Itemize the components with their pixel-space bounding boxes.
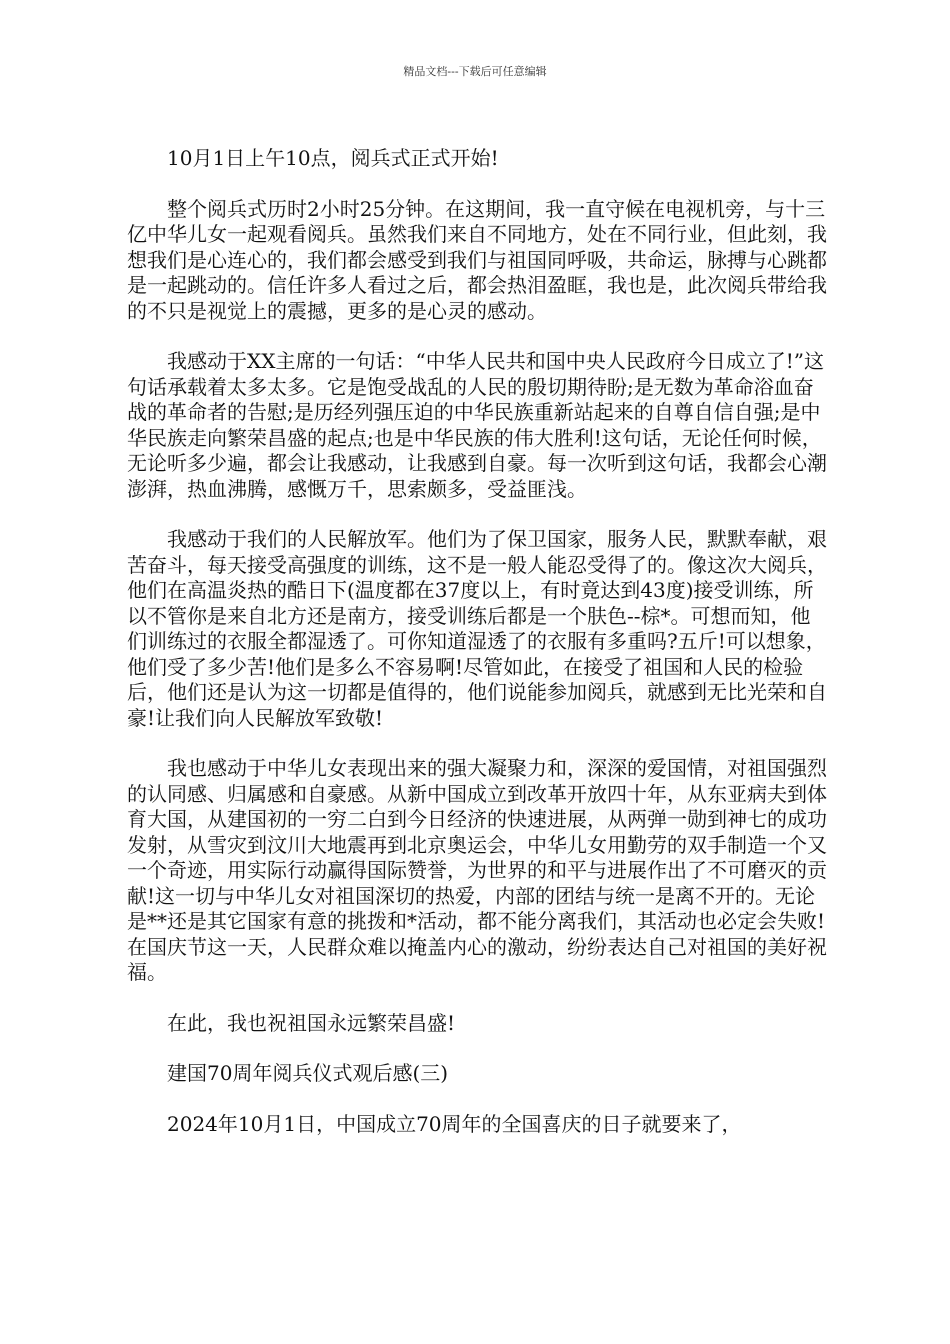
paragraph-5: 我也感动于中华儿女表现出来的强大凝聚力和，深深的爱国情，对祖国强烈的认同感、归属感和自豪感。从新中国成立到改革开放四十年，从东亚病夫到体育大国，从建国初的一穷二白到今日经济的快速进展，从两弹一勋到神七的成功发射，从雪灾到汶川大地震再到北京奥运会，中华儿女用勤劳的双手制造一个又一个奇迹，用实际行动赢得国际赞誉，为世界的和平与进展作出了不可磨灭的贡献!这一切与中华儿女对祖国深切的热爱，内部的团结与统一是离不开的。无论是**还是其它国家有意的挑拨和*活动，都不能分离我们，其活动也必定会失败!在国庆节这一天，人民群众难以掩盖内心的激动，纷纷表达自己对祖国的美好祝福。 (127, 756, 827, 984)
paragraph-4: 我感动于我们的人民解放军。他们为了保卫国家，服务人民，默默奉献，艰苦奋斗，每天接受高强度的训练，这不是一般人能忍受得了的。像这次大阅兵，他们在高温炎热的酷日下(温度都在37度以上，有时竟达到43度)接受训练，所以不管你是来自北方还是南方，接受训练后都是一个肤色--棕*。可想而知，他们训练过的衣服全都湿透了。可你知道湿透了的衣服有多重吗?五斤!可以想象，他们受了多少苦!他们是多么不容易啊!尽管如此，在接受了祖国和人民的检验后，他们还是认为这一切都是值得的，他们说能参加阅兵，就感到无比光荣和自豪!让我们向人民解放军致敬! (127, 527, 827, 730)
paragraph-3: 我感动于XX主席的一句话：“中华人民共和国中央人民政府今日成立了!”这句话承载着太多太多。它是饱受战乱的人民的殷切期待盼;是无数为革命浴血奋战的革命者的告慰;是历经列强压迫的中华民族重新站起来的自尊自信自强;是中华民族走向繁荣昌盛的起点;也是中华民族的伟大胜利!这句话，无论任何时候，无论听多少遍，都会让我感动，让我感到自豪。每一次听到这句话，我都会心潮澎湃，热血沸腾，感慨万千，思索颇多，受益匪浅。 (127, 349, 827, 501)
paragraph-6: 在此，我也祝祖国永远繁荣昌盛! (167, 1010, 456, 1035)
section-title: 建国70周年阅兵仪式观后感(三) (167, 1061, 449, 1085)
document-body (127, 146, 827, 1137)
paragraph-2: 整个阅兵式历时2小时25分钟。在这期间，我一直守候在电视机旁，与十三亿中华儿女一起观看阅兵。虽然我们来自不同地方，处在不同行业，但此刻，我想我们是心连心的，我们都会感受到我们与祖国同呼吸，共命运，脉搏与心跳都是一起跳动的。信任许多人看过之后，都会热泪盈眶，我也是，此次阅兵带给我的不只是视觉上的震撼，更多的是心灵的感动。 (127, 196, 827, 323)
paragraph-7: 2024年10月1日，中国成立70周年的全国喜庆的日子就要来了， (167, 1111, 742, 1136)
paragraph-1: 10月1日上午10点，阅兵式正式开始! (167, 146, 499, 170)
page-header: 精品文档---下载后可任意编辑 (403, 65, 547, 78)
